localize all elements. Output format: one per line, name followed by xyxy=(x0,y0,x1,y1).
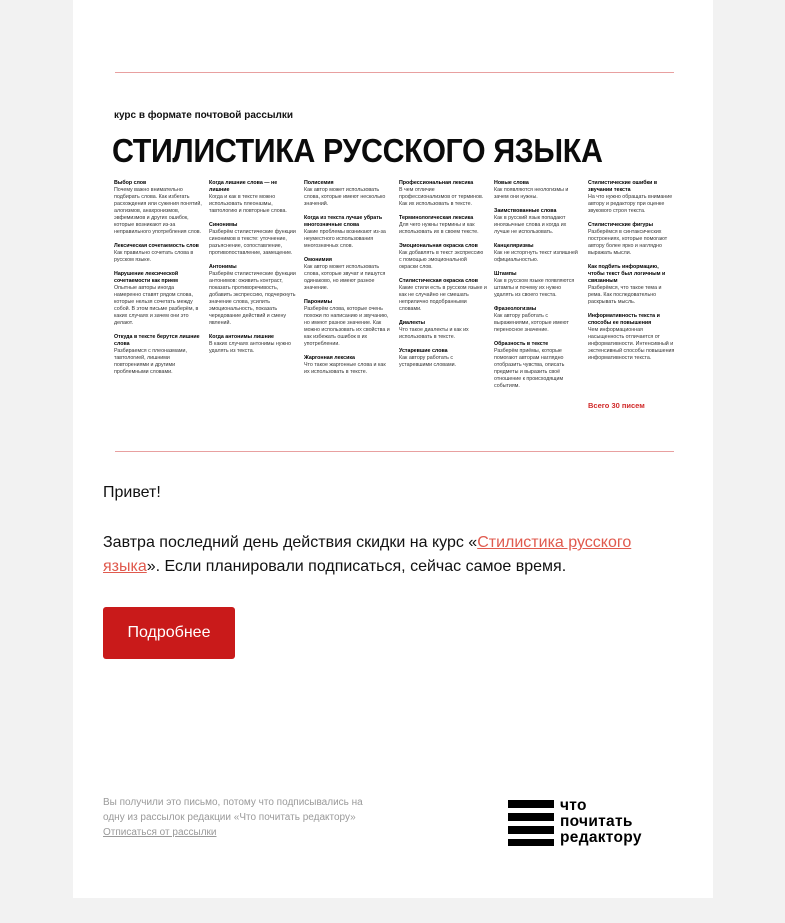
lesson-description: Разберём стилистические функции антонимов: оживить контраст, показать противоречивость, добавить экспрессию, подчеркнуть значение слова, усилить эмоциональность, показать чередование действий и смену явлений. xyxy=(209,271,296,326)
lesson-title: Жаргонная лексика xyxy=(304,355,355,361)
lesson-column xyxy=(399,180,487,369)
lesson-title: Когда из текста лучше убрать многозначные слова xyxy=(304,215,383,228)
logo-line-3: редактору xyxy=(560,829,642,846)
main-paragraph xyxy=(103,531,663,579)
lesson-description: Что такое диалекты и как их использовать в тексте. xyxy=(399,327,469,340)
lesson-title: Терминологическая лексика xyxy=(399,215,474,221)
lesson-description: Как в русском языке появляются штампы и почему их нужно удалять из своего текста. xyxy=(494,278,575,298)
lesson-title: Лексическая сочетаемость слов xyxy=(114,243,199,249)
lesson-title: Синонимы xyxy=(209,222,238,228)
lesson-description: Разбираемся с плеоназмами, тавтологией, лишними повторениями и другими проблемными словами. xyxy=(114,348,187,375)
lesson-title: Образность в тексте xyxy=(494,341,549,347)
lesson-description: В каких случаях антонимы нужно удалять из текста. xyxy=(209,341,291,354)
logo-line-1: что xyxy=(560,797,587,814)
lesson-description: Почему важно внимательно подбирать слова. Как избегать расхождения или сужения понятий, алогизмов, анахронизмов, эвфемизмов и других ошибок, которые возникают из-за неправильного употребления слов. xyxy=(114,187,202,235)
course-banner[interactable] xyxy=(103,68,683,456)
footer-notice xyxy=(103,795,383,840)
lesson-description: Когда и как в тексте можно использовать плеоназмы, тавтологию и повторные слова. xyxy=(209,194,287,214)
lesson-description: В чем отличие профессионализмов от терминов. Как их использовать в тексте. xyxy=(399,187,484,207)
lesson-description: Как в русский язык попадают иноязычные слова и когда их лучше не использовать. xyxy=(494,215,567,235)
lesson-column xyxy=(114,180,202,376)
lesson-column xyxy=(588,180,676,362)
email-card xyxy=(73,0,713,898)
lesson-title: Стилистическая окраска слов xyxy=(399,278,478,284)
lesson-description: Как автор может использовать слова, которые имеют несколько значений. xyxy=(304,187,386,207)
lesson-title: Штампы xyxy=(494,271,517,277)
lesson-description: Опытные авторы иногда намеренно ставят рядом слова, которые нельзя сочетать между собой. В этом письме разберём, в каких случаях и зачем они это делают. xyxy=(114,285,199,326)
lesson-title: Когда лишние слова — не лишние xyxy=(209,180,278,193)
lesson-title: Полисемия xyxy=(304,180,334,186)
banner-title: СТИЛИСТИКА РУССКОГО ЯЗЫКА xyxy=(112,132,603,169)
greeting: Привет! xyxy=(103,484,161,501)
lesson-title: Паронимы xyxy=(304,299,333,305)
lesson-title: Антонимы xyxy=(209,264,237,270)
lesson-title: Информативность текста и способы ее повышения xyxy=(588,313,660,326)
total-letters-label: Всего 30 писем xyxy=(588,401,645,410)
lesson-title: Нарушение лексической сочетаемости как прием xyxy=(114,271,179,284)
lesson-column xyxy=(209,180,297,355)
lesson-column xyxy=(304,180,392,376)
lesson-description: Разберём слова, которые очень похожи по написанию и звучанию, но имеют разное значение. Как можно использовать их свойства и как избежать ошибок в их употреблении. xyxy=(304,306,390,347)
lesson-column xyxy=(494,180,582,390)
lesson-title: Заимствованные слова xyxy=(494,208,557,214)
course-link[interactable]: Стилистика русского языка xyxy=(103,534,632,575)
lesson-title: Когда антонимы лишние xyxy=(209,334,274,340)
lesson-title: Как подбить информацию, чтобы текст был логичным и связанным xyxy=(588,264,666,284)
lesson-title: Канцеляризмы xyxy=(494,243,534,249)
lesson-description: Какие стили есть в русском языке и как не случайно не смешать неприлично подобранными словами. xyxy=(399,285,487,312)
lesson-description: Чем информационная насыщенность отличается от информативности. Интенсивный и экстенсивный способы повышения информативности текста. xyxy=(588,327,675,361)
lesson-description: Для чего нужны термины и как использовать их в своем тексте. xyxy=(399,222,479,235)
lesson-description: Как правильно сочетать слова в русском языке. xyxy=(114,250,194,263)
lesson-title: Откуда в тексте берутся лишние слова xyxy=(114,334,200,347)
lesson-description: Разберёмся, что такое тема и рема. Как последовательно раскрывать мысль. xyxy=(588,285,662,305)
lesson-title: Стилистические ошибки в звучании текста xyxy=(588,180,658,193)
paragraph-text-start: Завтра последний день действия скидки на курс « xyxy=(103,534,478,551)
lesson-description: На что нужно обращать внимание автору и редактору при оценке звукового строя текста. xyxy=(588,194,673,214)
lesson-title: Профессиональная лексика xyxy=(399,180,474,186)
lesson-description: Разберём стилистические функции синонимов в тексте: уточнение, разъяснение, сопоставление, противопоставление, замещение. xyxy=(209,229,296,256)
more-button[interactable]: Подробнее xyxy=(103,607,235,659)
lesson-description: Как не исторгнуть текст излишней официальностью. xyxy=(494,250,578,263)
lesson-description: Как появляются неологизмы и зачем они нужны. xyxy=(494,187,569,200)
lesson-description: Как автору работать с выражениями, которые имеют переносное значение. xyxy=(494,313,569,333)
lesson-title: Диалекты xyxy=(399,320,425,326)
lesson-description: Разберёмся в синтаксических построениях, которые помогают автору более ярко и наглядно выражать мысли. xyxy=(588,229,668,256)
lesson-title: Устаревшие слова xyxy=(399,348,448,354)
banner-top-divider xyxy=(115,72,674,73)
lesson-description: Какие проблемы возникают из-за неуместного использования многозначных слов. xyxy=(304,229,386,249)
paragraph-text-end: ». Если планировали подписаться, сейчас самое время. xyxy=(146,558,567,575)
banner-bottom-divider xyxy=(115,451,674,452)
lesson-description: Разберём приёмы, которые помогают авторам наглядно отобразить чувства, описать предметы и выразить своё отношение к происходящим событиям. xyxy=(494,348,565,389)
lesson-title: Эмоциональная окраска слов xyxy=(399,243,478,249)
footer-notice-text: Вы получили это письмо, потому что подписывались на одну из рассылок редакции «Что почитать редактору» xyxy=(103,797,363,823)
brand-logo[interactable] xyxy=(508,798,688,850)
logo-stripes-icon xyxy=(508,800,554,846)
lesson-title: Стилистические фигуры xyxy=(588,222,654,228)
lesson-description: Как автору работать с устаревшими словами. xyxy=(399,355,457,368)
lesson-description: Что такое жаргонные слова и как их использовать в тексте. xyxy=(304,362,386,375)
lesson-description: Как добавлять в текст экспрессию с помощью эмоциональной окраски слов. xyxy=(399,250,484,270)
lesson-description: Как автор может использовать слова, которые звучат и пишутся одинаково, но имеют разное значение. xyxy=(304,264,386,291)
lesson-title: Фразеологизмы xyxy=(494,306,537,312)
lesson-title: Выбор слов xyxy=(114,180,147,186)
lesson-title: Омонимия xyxy=(304,257,332,263)
banner-kicker: курс в формате почтовой рассылки xyxy=(114,110,294,121)
lesson-title: Новые слова xyxy=(494,180,529,186)
unsubscribe-link[interactable]: Отписаться от рассылки xyxy=(103,827,217,838)
logo-wordmark xyxy=(560,798,642,846)
logo-line-2: почитать xyxy=(560,813,633,830)
